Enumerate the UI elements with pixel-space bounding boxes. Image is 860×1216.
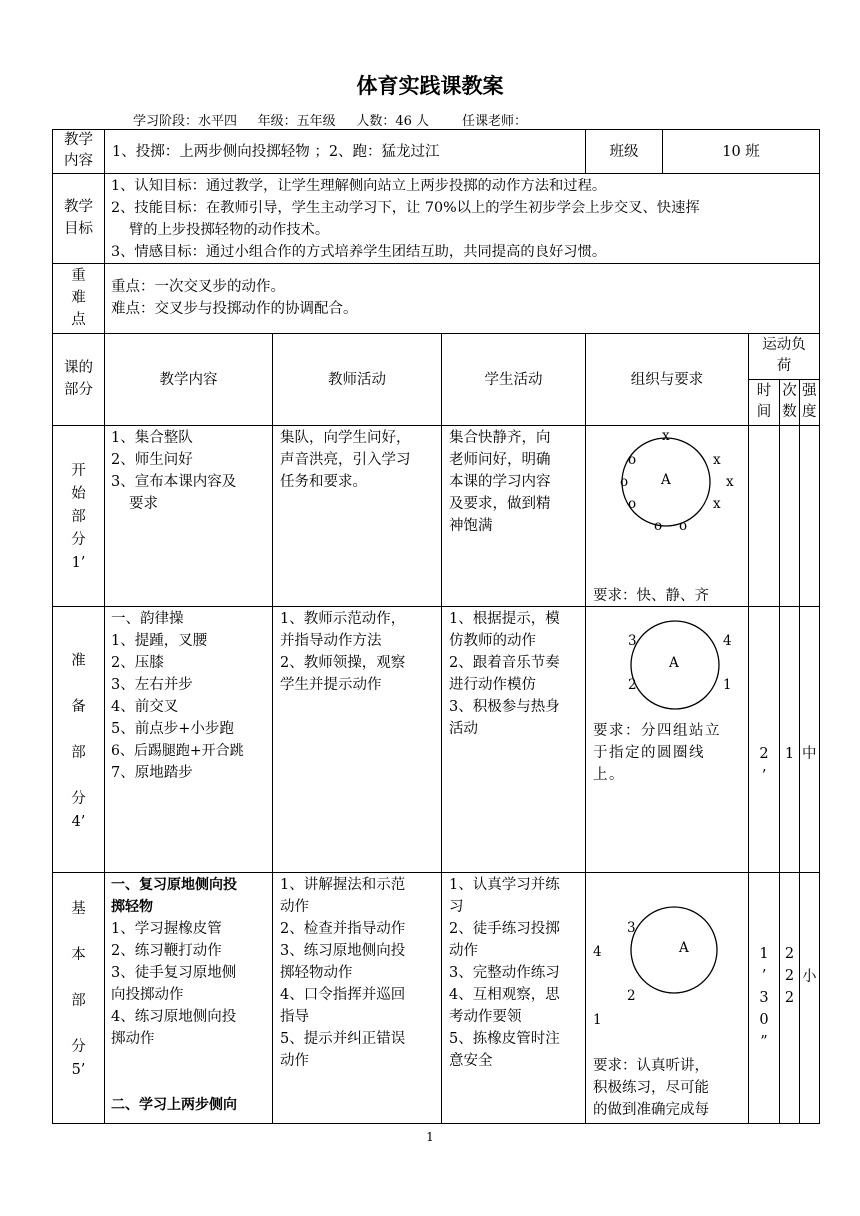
basic-student: 1、认真学习并练 习 2、徒手练习投掷 动作 3、完整动作练习 4、互相观察，思 考动作要领 5、拣橡皮管时注 意安全 — [449, 877, 560, 1069]
class-value: 10 班 — [722, 144, 760, 160]
prep-content: 一、韵律操 1、提踵，叉腰 2、压膝 3、左右并步 4、前交叉 5、前点步+小步跑 6、后踢腿跑+开合跳 7、原地踏步 — [111, 611, 244, 781]
section-part-start: 开 始 部 分 1’ — [71, 463, 86, 571]
basic-count: 2 2 2 — [784, 946, 795, 1006]
prep-student: 1、根据提示，模 仿教师的动作 2、跟着音乐节奏 进行动作模仿 3、积极参与热身 活动 — [449, 611, 560, 737]
objective-line: 3、情感目标：通过小组合作的方式培养学生团结互助，共同提高的良好习惯。 — [111, 244, 607, 260]
basic-heading-1: 一、复习原地侧向投 — [111, 877, 237, 893]
row-label-keypoints: 重 难 点 — [71, 268, 86, 328]
class-label: 班级 — [609, 144, 639, 160]
header-content: 教学内容 — [159, 372, 218, 388]
section-part-prep: 准 备 部 分 4’ — [71, 653, 86, 830]
basic-formation-diagram: A 3 4 2 1 — [586, 896, 748, 1026]
formation-center-label: A — [669, 655, 679, 671]
start-student: 集合快静齐，向 老师问好，明确 本课的学习内容 及要求，做到精 神饱满 — [449, 430, 551, 534]
basic-content: 一、复习原地侧向投 掷轻物 1、学习握橡皮管 2、练习鞭打动作 3、徒手复习原地侧 向投掷动作 4、练习原地侧向投 掷动作 二、学习上两步侧向 — [111, 874, 271, 1122]
prep-formation-diagram: A 3 4 2 1 — [586, 607, 748, 717]
basic-intensity: 小 — [802, 969, 817, 985]
basic-requirement: 要求：认真听讲， 积极练习，尽可能 的做到准确完成每 — [593, 1058, 709, 1118]
difficulty-point: 难点：交叉步与投掷动作的协调配合。 — [111, 301, 358, 317]
objective-line: 臂的上步投掷轻物的动作技术。 — [129, 222, 330, 238]
section-part-basic: 基 本 部 分 5’ — [71, 901, 86, 1078]
prep-time: 2 ’ — [759, 746, 769, 784]
basic-time: 1 ’ 3 0 ” — [759, 946, 769, 1050]
header-student: 学生活动 — [484, 372, 543, 388]
start-requirement: 要求：快、静、齐 — [593, 588, 709, 604]
header-intensity: 强 度 — [802, 383, 817, 420]
start-content: 1、集合整队 2、师生问好 3、宣布本课内容及 要求 — [111, 430, 237, 512]
header-org: 组织与要求 — [630, 372, 704, 388]
start-teacher: 集队，向学生问好， 声音洪亮，引入学习 任务和要求。 — [280, 430, 411, 490]
prep-intensity: 中 — [802, 746, 817, 762]
objectives-list — [111, 175, 817, 263]
row-label-objectives: 教学 目标 — [64, 199, 93, 237]
start-formation-diagram: A x o x o x o x o o — [620, 428, 734, 534]
basic-teacher: 1、讲解握法和示范 动作 2、检查并指导动作 3、练习原地侧向投 掷轻物动作 4、口令指挥并巡回 指导 5、提示并纠正错误 动作 — [280, 877, 406, 1069]
prep-requirement: 要求：分四组站立 于指定的圆圈线 上。 — [593, 723, 721, 783]
keypoints — [111, 276, 811, 320]
header-teacher: 教师活动 — [328, 372, 386, 388]
prep-teacher: 1、教师示范动作， 并指导动作方法 2、教师领操，观察 学生并提示动作 — [280, 611, 406, 693]
header-load: 运动负 荷 — [762, 337, 806, 374]
lesson-content: 1、投掷：上两步侧向投掷轻物 ；2、跑：猛龙过江 — [112, 144, 440, 160]
header-part: 课的 部分 — [64, 360, 93, 398]
objective-line: 2、技能目标：在教师引导，学生主动学习下，让 70%以上的学生初步学会上步交叉、快速挥 — [111, 200, 700, 216]
formation-center-label: A — [661, 472, 671, 488]
row-label-content: 教学 内容 — [64, 132, 93, 169]
key-point: 重点：一次交叉步的动作。 — [111, 279, 285, 295]
header-time: 时 间 — [756, 383, 772, 420]
basic-heading-2: 二、学习上两步侧向 — [111, 1097, 237, 1113]
formation-center-label: A — [679, 940, 689, 956]
objective-line: 1、认知目标：通过教学，让学生理解侧向站立上两步投掷的动作方法和过程。 — [111, 178, 607, 194]
document-title: 体育实践课教案 — [356, 74, 504, 98]
prep-count: 1 — [784, 746, 795, 762]
header-count: 次 数 — [782, 383, 797, 420]
lesson-meta: 学习阶段：水平四 年级：五年级 人数：46 人 任课老师： — [133, 114, 528, 129]
page-number: 1 — [426, 1130, 434, 1144]
